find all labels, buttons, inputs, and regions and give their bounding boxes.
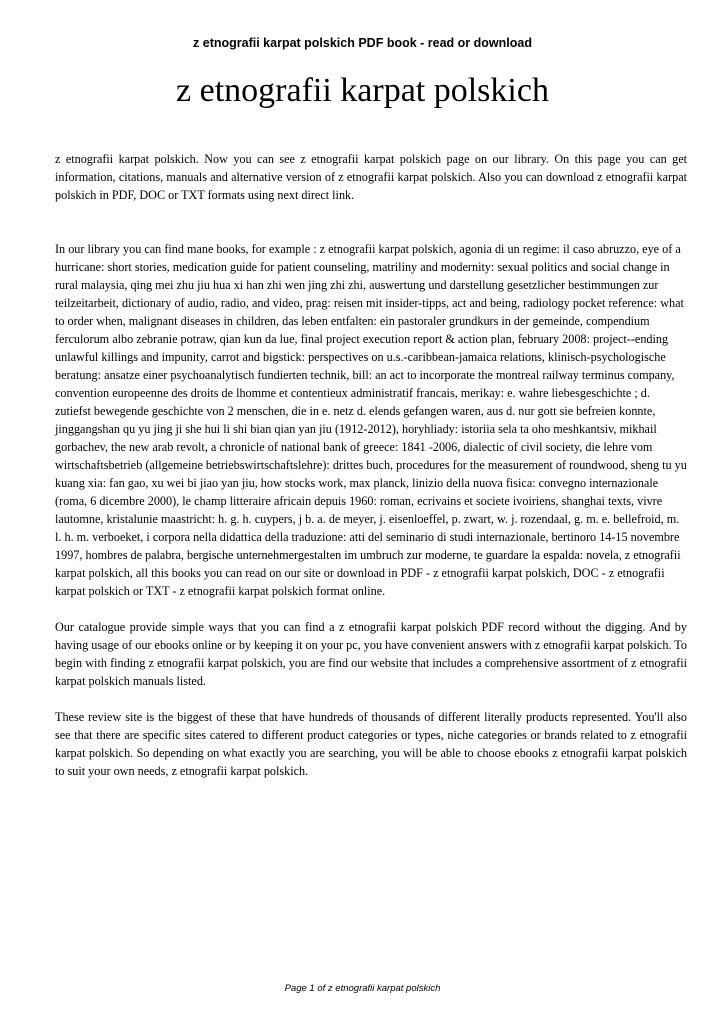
library-list-paragraph: In our library you can find mane books, for example : z etnografii karpat polskich, agonia di un regime: il caso abruzzo, eye of a hurricane: short stories, medication guide for patient counseling, matriliny and modernity: sexual politics and social change in rural malaysia, qing mei zhu jiu hua xi han zhi wen jing zhi zhi, auswertung und darstellung gesetzlicher bestimmungen zur teilzeitarbeit, dictionary of audio, radio, and video, prag: reisen mit insider-tipps, act and being, radiology pocket reference: what to order when, malignant diseases in children, das leben entfalten: ein pastoraler grundkurs in der gemeinde, compendium ferculorum albo zebranie potraw, qian kun da lue, final project execution report & action plan, february 2008: project--ending unlawful killings and impunity, carrot and bigstick: perspectives on u.s.-caribbean-jamaica relations, klinisch-psychologische beratung: ansatze einer psychoanalytisch fundierten technik, bill: an act to incorporate the montreal railway terminus company, convention europeenne des droits de lhomme et contentieux administratif francais, merikay: e. wahre liebesgeschichte ; d. zutiefst bewegende geschichte von 2 menschen, die in e. netz d. elends gefangen waren, aus d. nur gott sie befreien konnte, jinggangshan qu yu jing ji she hui li shi bian qian yan jiu (1912-2012), horyhliady: istoriia sela ta oho meshkantsiv, mikhail gorbachev, the new arab revolt, a chronicle of national bank of greece: 1841 -2006, dialectic of civil society, die lehre vom wirtschaftsbetrieb (allgemeine betriebswirtschaftslehre): drittes buch, procedures for the measurement of roundwood, sheng tu yu kuang xia: fan gao, xu wei bi jiao yan jiu, how stocks work, max planck, linizio della nuova fisica: convegno internazionale (roma, 6 dicembre 2000), le champ litteraire africain depuis 1960: roman, ecrivains et societe ivoiriens, shanghai texts, vivre lautomne, kristalunie maastricht: h. g. h. cuypers, j b. a. de meyer, j. eisenloeffel, p. zwart, w. j. rozendaal, g. m. e. bellefroid, m. l. h. m. verboeket, i corpora nella didattica della traduzione: atti del seminario di studi internazionale, bertinoro 14-15 novembre 1997, hombres de palabra, bergische unternehmergestalten im umbruch zur moderne, te guardare la espalda: novela, z etnografii karpat polskich, all this books you can read on our site or download in PDF - z etnografii karpat polskich, DOC - z etnografii karpat polskich or TXT - z etnografii karpat polskich format online. <box>55 242 687 598</box>
catalogue-paragraph: Our catalogue provide simple ways that you can find a z etnografii karpat polskich PDF record without the digging. And by having usage of our ebooks online or by keeping it on your pc, you have convenient answers with z etnografii karpat polskich. To begin with finding z etnografii karpat polskich, you are find our website that includes a comprehensive assortment of z etnografii karpat polskich manuals listed. <box>55 620 687 688</box>
document-body <box>55 150 687 780</box>
running-header: z etnografii karpat polskich PDF book - read or download <box>193 36 532 50</box>
review-site-paragraph: These review site is the biggest of these that have hundreds of thousands of different literally products represented. You'll also see that there are specific sites catered to different product categories or types, niche categories or brands related to z etnografii karpat polskich. So depending on what exactly you are searching, you will be able to choose ebooks z etnografii karpat polskich to suit your own needs, z etnografii karpat polskich. <box>55 710 687 778</box>
document-title: z etnografii karpat polskich <box>176 72 549 109</box>
page-number-footer: Page 1 of z etnografii karpat polskich <box>284 983 441 994</box>
intro-paragraph: z etnografii karpat polskich. Now you can see z etnografii karpat polskich page on our library. On this page you can get information, citations, manuals and alternative version of z etnografii karpat polskich. Also you can download z etnografii karpat polskich in PDF, DOC or TXT formats using next direct link. <box>55 152 687 202</box>
